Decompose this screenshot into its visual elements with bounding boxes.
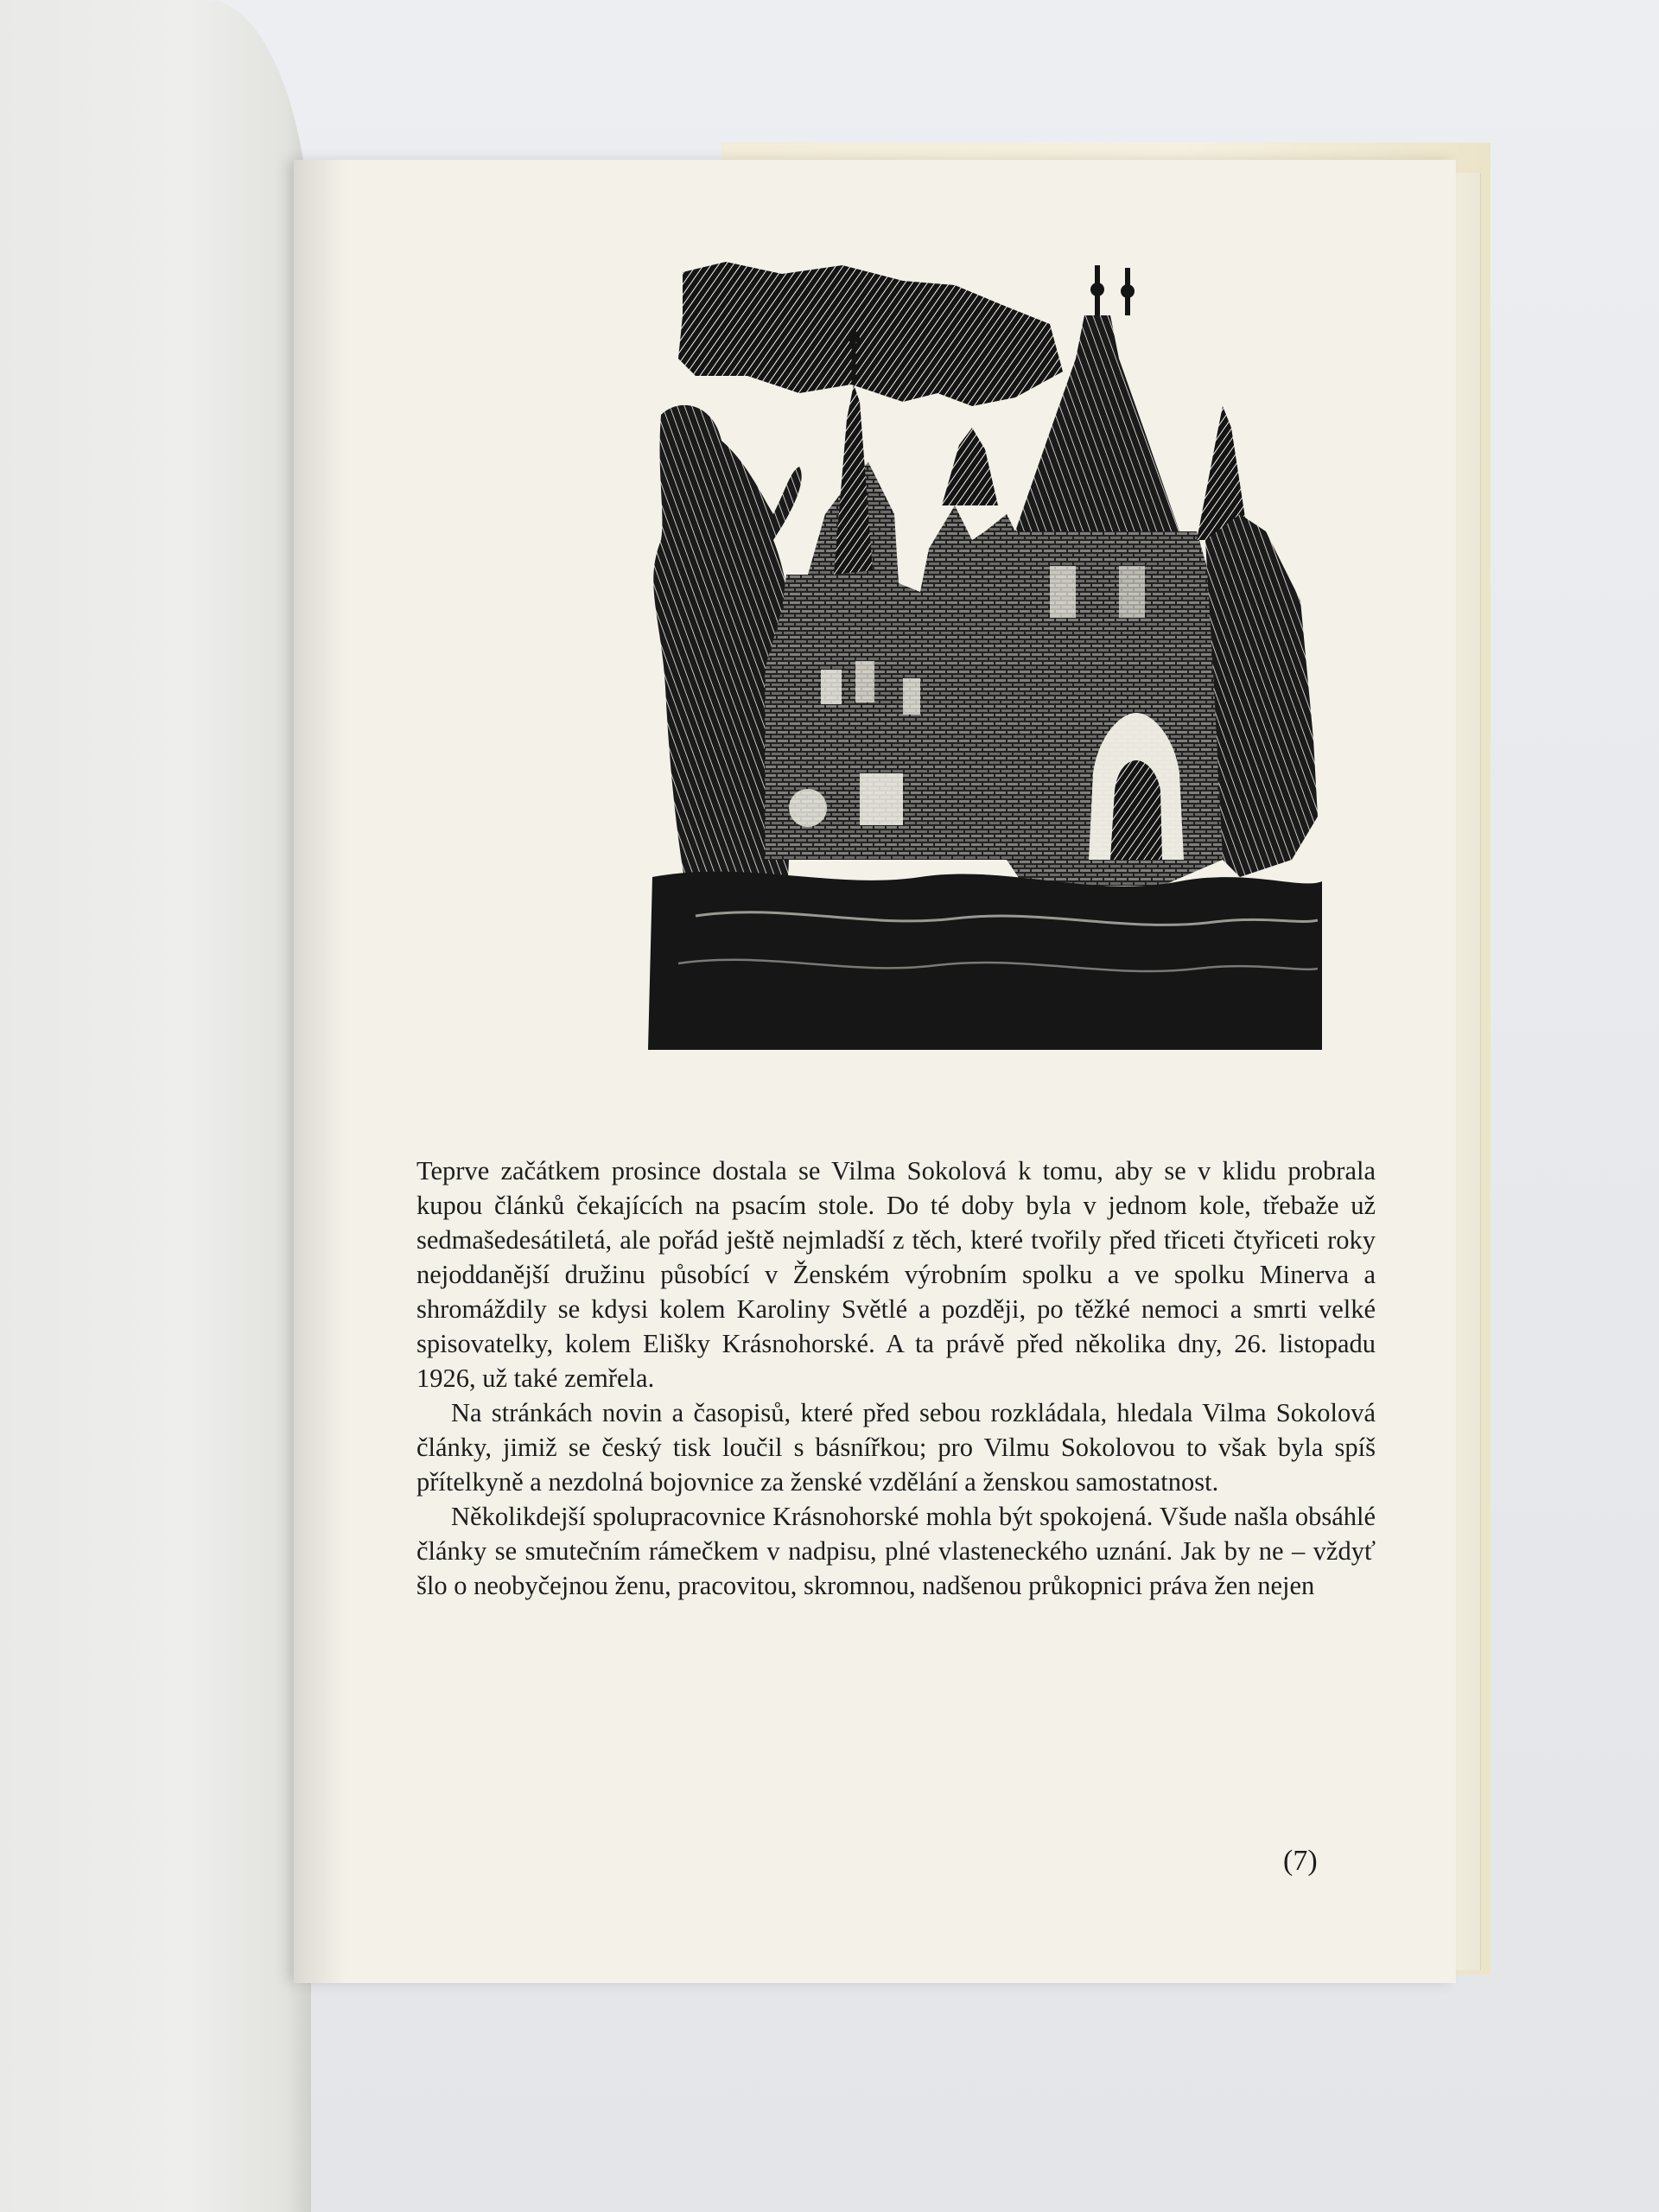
page-number: (7)	[1283, 1845, 1318, 1877]
body-text	[416, 1154, 1376, 1603]
paragraph: Teprve začátkem prosince dostala se Vilma Sokolová k tomu, aby se v klidu probrala kupou článků čekajících na psacím stole. Do té doby byla v jednom kole, třebaže už sedmašedesátiletá, ale pořád ještě nejmladší z těch, které tvořily před třiceti čtyřiceti roky nejoddanější družinu působící v Ženském výrobním spolku a ve spolku Minerva a shromáždily se kdysi kolem Karoliny Světlé a později, po těžké nemoci a smrti velké spisovatelky, kolem Elišky Krásnohorské. A ta právě před několika dny, 26. listopadu 1926, už také zemřela.	[416, 1156, 1376, 1393]
right-page	[294, 160, 1456, 1983]
left-page	[0, 0, 311, 2212]
woodcut-illustration	[644, 255, 1326, 1058]
paragraph: Několikdejší spolupracovnice Krásnohorské mohla být spokojená. Všude našla obsáhlé články se smutečním rámečkem v nadpisu, plné vlasteneckého uznání. Jak by ne – vždyť šlo o neobyčejnou ženu, pracovitou, skromnou, nadšenou průkopnici práva žen nejen	[416, 1502, 1376, 1600]
paragraph: Na stránkách novin a časopisů, které před sebou rozkládala, hledala Vilma Sokolová články, jimiž se český tisk loučil s básnířkou; pro Vilmu Sokolovou to však byla spíš přítelkyně a nezdolná bojovnice za ženské vzdělání a ženskou samostatnost.	[416, 1398, 1376, 1497]
